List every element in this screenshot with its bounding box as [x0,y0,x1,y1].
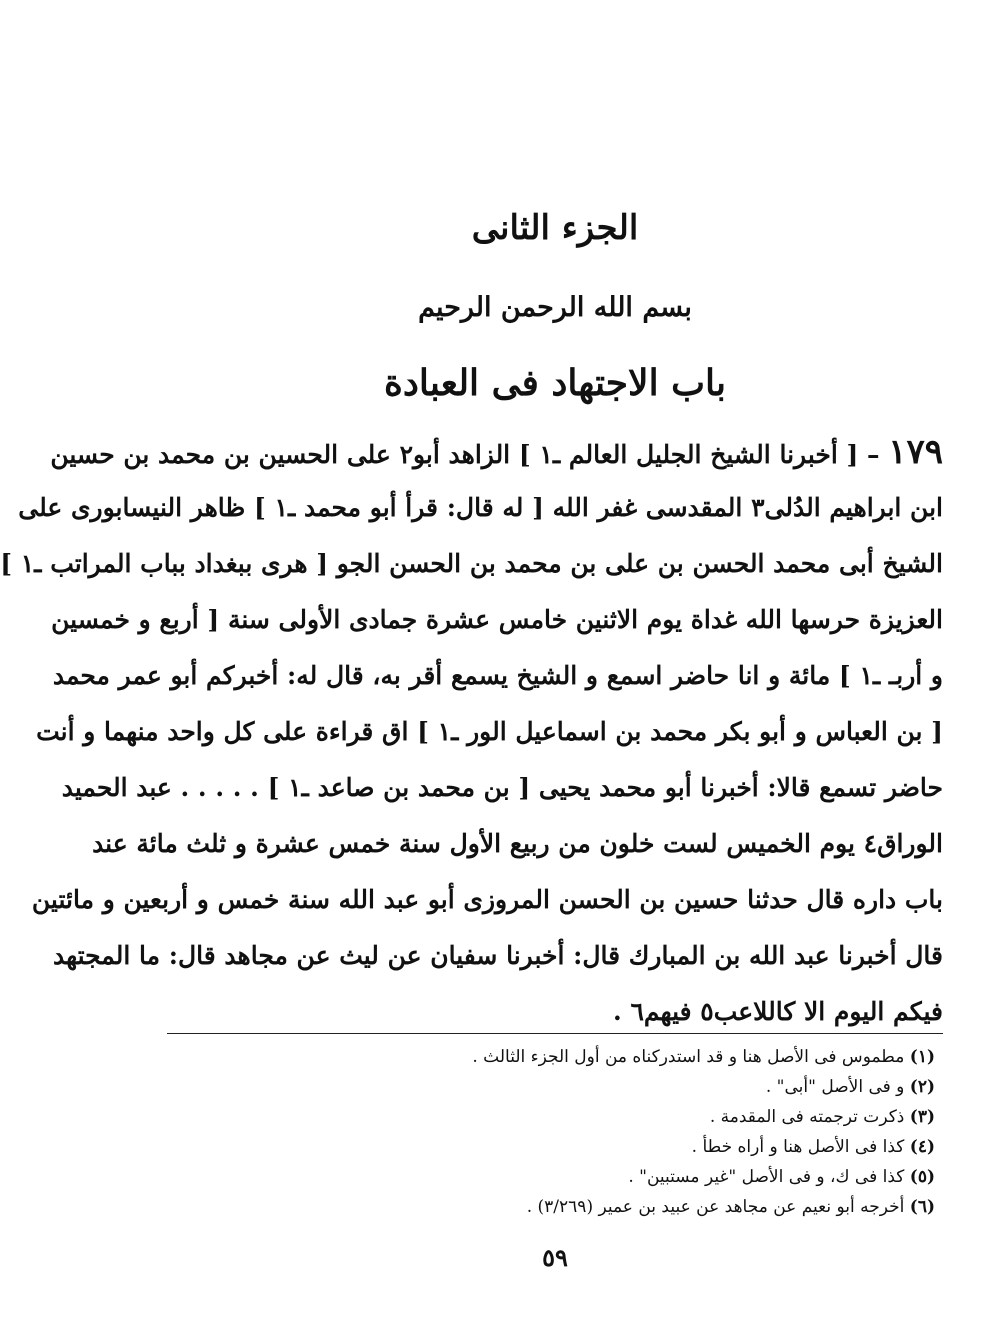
footnote-number: (٤) [909,1137,935,1157]
footnote-number: (١) [909,1047,935,1067]
footnote [215,1162,935,1192]
part-title: الجزء الثانى [471,208,639,248]
hadith-number: ١٧٩ [888,432,943,472]
footnote-text: و فى الأصل "أبى" . [765,1077,905,1097]
footnote [215,1042,935,1072]
footnote [215,1102,935,1132]
text-line [50,424,943,480]
footnote-number: (٦) [909,1197,935,1217]
text-line: حاضر تسمع قالا: أخبرنا أبو محمد يحيى [ بن محمد بن صاعد ـ١ ] . . . . . عبد الحميد [61,773,943,802]
footnote-text: ذكرت ترجمته فى المقدمة . [709,1107,905,1127]
text-line: العزيزة حرسها الله غداة يوم الاثنين خامس عشرة جمادى الأولى سنة [ أربع و خمسين [51,605,943,634]
footnote-text: كذا فى ك، و فى الأصل "غير مستبين" . [628,1167,905,1187]
text-line: فيكم اليوم الا كاللاعب٥ فيهم٦ . [613,997,943,1026]
hadith-text [0,424,943,1040]
basmala: بسم الله الرحمن الرحيم [418,292,692,323]
text-line: [ بن العباس و أبو بكر محمد بن اسماعيل الور ـ١ ] اق قراءة على كل واحد منهما و أنت [36,717,943,746]
footnote-text: مطموس فى الأصل هنا و قد استدركناه من أول الجزء الثالث . [472,1047,905,1067]
text-line: الوراق٤ يوم الخميس لست خلون من ربيع الأول سنة خمس عشرة و ثلث مائة عند [92,829,943,858]
footnote [215,1192,935,1222]
footnote-divider [167,1033,943,1034]
chapter-title: باب الاجتهاد فى العبادة [384,362,726,404]
text-line: قال أخبرنا عبد الله بن المبارك قال: أخبرنا سفيان عن ليث عن مجاهد قال: ما المجتهد [52,941,943,970]
footnote-text: كذا فى الأصل هنا و أراه خطأ . [691,1137,905,1157]
footnote-number: (٢) [909,1077,935,1097]
footnotes [215,1042,935,1222]
text-line: و أربـ ـ١ ] مائة و انا حاضر اسمع و الشيخ يسمع أقر به، قال له: أخبركم أبو عمر محمد [52,661,943,690]
text-line: باب داره قال حدثنا حسين بن الحسن المروزى أبو عبد الله سنة خمس و أربعين و مائتين [31,885,943,914]
text-line-content: – [ أخبرنا الشيخ الجليل العالم ـ١ ] الزاهد أبو٢ على الحسين بن محمد بن حسين [50,440,889,469]
footnote-number: (٣) [909,1107,935,1127]
footnote-number: (٥) [909,1167,935,1187]
page-number: ٥٩ [542,1243,568,1272]
text-line: الشيخ أبى محمد الحسن بن على بن محمد بن الحسن الجو [ هرى ببغداد بباب المراتب ـ١ ] [0,549,943,578]
text-line: ابن ابراهيم الدُلى٣ المقدسى غفر الله [ له قال: قرأ أبو محمد ـ١ ] ظاهر النيسابورى على [18,493,943,522]
footnote-text: أخرجه أبو نعيم عن مجاهد عن عبيد بن عمير (٣/٢٦٩) . [526,1197,905,1217]
footnote [215,1132,935,1162]
footnote [215,1072,935,1102]
